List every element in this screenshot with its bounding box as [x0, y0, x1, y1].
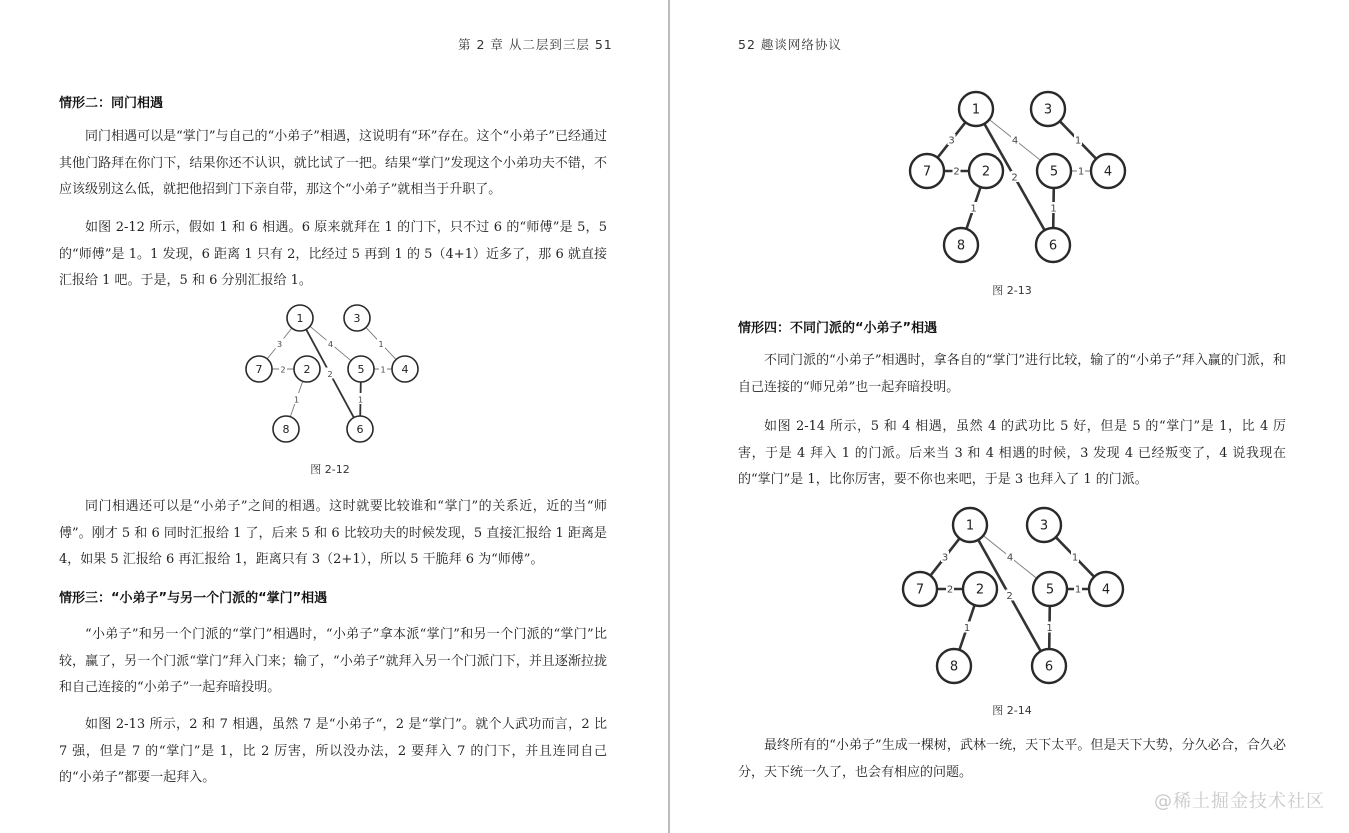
edge-weight-label: 2	[1011, 172, 1018, 184]
paragraph-2: 如图 2-12 所示，假如 1 和 6 相遇。6 原来就拜在 1 的门下，只不过 6 的“师傅”是 5，5 的“师傅”是 1。1 发现，6 距离 1 只有 2，比经过 5 再到 1 的 5（4+1）近多了，那 6 就直接汇报给 1 吧。于是，5 和 6 分别汇报给 1。	[59, 220, 607, 288]
edge-weight-label: 1	[357, 395, 364, 405]
edge-weight-label: 2	[280, 365, 286, 375]
graph-node-label: 7	[255, 362, 263, 376]
edge-weight-label: 1	[1050, 203, 1057, 215]
figure-2-13-graph	[900, 88, 1140, 268]
graph-node-label: 1	[965, 518, 975, 534]
graph-node-label: 3	[1043, 102, 1053, 118]
paragraph-3: 同门相遇还可以是“小弟子”之间的相遇。这时就要比较谁和“掌门”的关系近，近的当“师傅”。刚才 5 和 6 同时汇报给 1 了，后来 5 和 6 比较功夫的时候发现，5 直接汇报给 1 距离是 4，如果 5 汇报给 6 再汇报给 1，距离只有 3（2+1），所以 5 干脆拜 6 为“师傅”。	[59, 499, 607, 567]
edge-weight-label: 1	[1077, 166, 1085, 178]
watermark: @稀土掘金技术社区	[1154, 791, 1325, 812]
edge-weight-label: 3	[948, 135, 955, 147]
figure-2-12-caption: 图 2-12	[310, 463, 350, 476]
graph-node-label: 2	[981, 164, 991, 180]
paragraph-7: 如图 2-14 所示，5 和 4 相遇，虽然 4 的武功比 5 好，但是 5 的“掌门”是 1，比 4 厉害，于是 4 拜入 1 的门派。后来当 3 和 4 相遇的时候，3 发现 4 已经叛变了，4 说我现在的“掌门”是 1，比你厉害，要不你也来吧，于是 3 也拜入了 1 的门派。	[738, 419, 1286, 487]
graph-node-label: 2	[303, 362, 311, 376]
graph-node-label: 6	[1044, 659, 1054, 675]
graph-node-label: 8	[949, 659, 959, 675]
graph-node-label: 5	[1049, 164, 1059, 180]
edge-weight-label: 1	[380, 365, 386, 375]
paragraph-5: 如图 2-13 所示，2 和 7 相遇，虽然 7 是“小弟子“，2 是“掌门”。就个人武功而言，2 比 7 强，但是 7 的“掌门”是 1，比 2 厉害，所以没办法，2 要拜入 7 的门下，并且连同自己的“小弟子”都要一起拜入。	[59, 717, 607, 785]
graph-node-label: 2	[975, 582, 985, 598]
edge-weight-label: 4	[327, 340, 334, 349]
section-2-title: 情形二：同门相遇	[59, 96, 164, 111]
graph-node-label: 4	[401, 362, 409, 376]
section-4-title: 情形四：不同门派的“小弟子”相遇	[738, 321, 938, 336]
right-page	[672, 0, 1349, 833]
edge-weight-label: 4	[1011, 135, 1019, 147]
edge-weight-label: 2	[946, 584, 954, 596]
edge-weight-label: 2	[327, 370, 333, 379]
paragraph-8: 最终所有的“小弟子”生成一棵树，武林一统，天下太平。但是天下大势，分久必合，合久必分，天下统一久了，也会有相应的问题。	[738, 738, 1286, 780]
edge-weight-label: 2	[953, 166, 960, 178]
edge-weight-label: 3	[941, 552, 949, 564]
graph-node-label: 1	[296, 311, 304, 325]
graph-node-label: 4	[1103, 164, 1113, 180]
figure-2-13-caption: 图 2-13	[992, 284, 1032, 297]
edge-weight-label: 1	[1071, 552, 1079, 564]
figure-2-12-graph	[230, 298, 430, 448]
edge-weight-label: 1	[1046, 623, 1053, 634]
book-spine-divider	[668, 0, 670, 833]
edge-weight-label: 3	[276, 340, 283, 349]
edge-weight-label: 4	[1006, 552, 1014, 564]
graph-node-label: 5	[1045, 582, 1055, 598]
edge-weight-label: 1	[970, 203, 977, 215]
paragraph-4: “小弟子”和另一个门派的“掌门”相遇时，“小弟子”拿本派“掌门”和另一个门派的“掌门”比较，赢了，另一个门派“掌门”拜入门来；输了，“小弟子”就拜入另一个门派门下，并且逐渐拉拢和自己连接的“小弟子”一起弃暗投明。	[59, 627, 607, 695]
edge-weight-label: 1	[293, 395, 300, 405]
graph-node-label: 6	[1048, 238, 1058, 254]
graph-node-label: 8	[282, 422, 290, 436]
graph-node-label: 6	[356, 422, 364, 436]
graph-node-label: 4	[1101, 582, 1111, 598]
section-3-title: 情形三：“小弟子”与另一个门派的“掌门”相遇	[59, 591, 328, 606]
graph-node-label: 3	[1039, 518, 1049, 534]
paragraph-1: 同门相遇可以是“掌门”与自己的“小弟子”相遇，这说明有“环”存在。这个“小弟子”已经通过其他门路拜在你门下，结果你还不认识，就比试了一把。结果“掌门”发现这个小弟功夫不错，不应该级别这么低，就把他招到门下亲自带，那这个“小弟子”就相当于升职了。	[59, 129, 607, 197]
paragraph-6: 不同门派的“小弟子”相遇时，拿各自的“掌门”进行比较，输了的“小弟子”拜入赢的门派，和自己连接的“师兄弟”也一起弃暗投明。	[738, 353, 1286, 395]
edge-weight-label: 1	[378, 340, 384, 349]
figure-2-14-graph	[894, 504, 1134, 689]
edge-weight-label: 1	[1074, 135, 1082, 147]
edge-weight-label: 1	[963, 623, 971, 634]
graph-node-label: 7	[915, 582, 925, 598]
right-page-header: 52 趣谈网络协议	[738, 37, 842, 52]
edge-weight-label: 1	[1074, 584, 1082, 596]
left-page-header: 第 2 章 从二层到三层 51	[458, 37, 613, 52]
figure-2-14-caption: 图 2-14	[992, 704, 1032, 717]
graph-node-label: 7	[922, 164, 932, 180]
graph-node-label: 5	[357, 362, 365, 376]
left-page	[0, 0, 668, 833]
graph-node-label: 3	[353, 311, 361, 325]
graph-node-label: 8	[956, 238, 966, 254]
edge-weight-label: 2	[1006, 591, 1013, 602]
graph-node-label: 1	[971, 102, 981, 118]
